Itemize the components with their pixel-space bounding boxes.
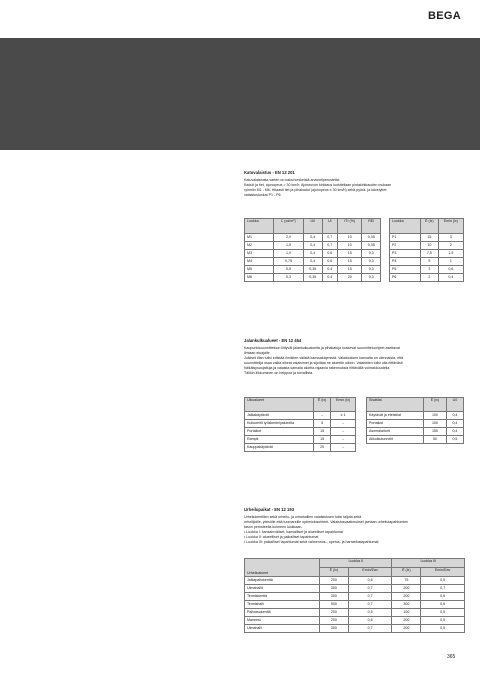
table-row [390, 258, 464, 266]
table-cell: 0,4 [322, 274, 337, 282]
table-cell: 50 [424, 436, 447, 444]
table-header: Ē (lx) [314, 398, 331, 412]
table-header: U0 [303, 219, 322, 234]
table-cell: 0,4 [438, 274, 463, 282]
table-row [245, 577, 465, 585]
table-cell: 0,7 [322, 242, 337, 250]
table-indoor-areas [366, 397, 464, 444]
paragraph-line: Kaupunkisuunnitteluun liittyvät jalankulkualueita ja pihakatuja koskevat suunnitteluohjeet asettavat [244, 346, 401, 350]
table-m-classes [244, 218, 381, 282]
table-header: REI [362, 219, 381, 234]
section-title: Urheilupaikat - EN 12 193 [244, 507, 295, 512]
table-cell: 0,4 [303, 250, 322, 258]
table-row [245, 609, 465, 617]
table-cell: 0,7 [322, 234, 337, 242]
table-cell: 0,6 [348, 617, 392, 625]
table-cell: 0,3 [362, 274, 381, 282]
table-cell: 500 [320, 601, 349, 609]
table-cell: Alikulkutunnelit [367, 436, 424, 444]
table-cell: Kulkureitit työskentelyalueella [245, 420, 314, 428]
table-cell: 0,35 [303, 274, 322, 282]
table-cell: P4 [390, 258, 421, 266]
paragraph-line: Julkiset tilan tulisi edistää ilmiisten välistä kanssakäymistä. Valaistuksen kannalta on olennaista, että [244, 356, 404, 360]
table-cell: Uimahallit [245, 585, 320, 593]
table-cell: 3 [438, 234, 463, 242]
table-header: Urheilualueet [245, 559, 320, 577]
table-group-header: Luokka II [320, 559, 392, 568]
table-cell: 15 [314, 428, 331, 436]
paragraph-line: Kaduit ja tiet, ajonopeus > 30 km/h: Ajoneuvon kirkkaus luokitellaan pintakirkkauden mukaan [244, 183, 392, 187]
table-header: Emin (lx) [438, 219, 463, 234]
table-row [367, 412, 464, 420]
table-cell: Palloasukenttä [245, 609, 320, 617]
table-header: Sisätilat [367, 398, 424, 412]
table-cell: – [331, 436, 356, 444]
table-cell: 15 [338, 258, 362, 266]
table-row [245, 274, 381, 282]
table-cell: 200 [392, 625, 421, 633]
paragraph-line: ilmiaan eluajalle. [244, 351, 271, 355]
table-header: Ē (lx) [424, 398, 447, 412]
table-cell: 0,5 [274, 266, 304, 274]
table-cell: 1,5 [438, 250, 463, 258]
table-row [390, 274, 464, 282]
table-group-header: Luokka III [392, 559, 465, 568]
table-row [245, 593, 465, 601]
table-cell: 200 [392, 585, 421, 593]
table-cell: 20 [314, 444, 331, 452]
paragraph-line: ryhmiin M1 - M6. Hitaasti tiet ja pihakadut (ajonopeus ≤ 30 km/h) sekä pyörä- ja kävelytiet: [244, 188, 388, 192]
table-cell: 7,5 [421, 250, 439, 258]
table-row [245, 258, 381, 266]
table-row [245, 617, 465, 625]
table-cell: P3 [390, 250, 421, 258]
table-cell: P6 [390, 274, 421, 282]
section-sports-venues [244, 507, 466, 545]
table-cell: 0,35 [303, 266, 322, 274]
table-sports-venues [244, 558, 465, 633]
table-cell: 0,3 [362, 258, 381, 266]
table-header: Emin/Eav [348, 568, 392, 577]
table-cell: 1 [438, 258, 463, 266]
table-row [245, 625, 465, 633]
table-outdoor-areas [244, 397, 356, 452]
table-cell: 0,4 [303, 242, 322, 250]
paragraph-line: • Luokka III: paikalliset tapahtumat sekä valmennus-, opetus- ja harrastustapahtumat [244, 540, 379, 544]
table-cell: Tenniskenttä [245, 593, 320, 601]
table-cell: P1 [390, 234, 421, 242]
table-cell: 20 [338, 274, 362, 282]
table-cell: M6 [245, 274, 274, 282]
table-cell: 0,4 [446, 420, 463, 428]
table-cell: 2,0 [274, 234, 304, 242]
table-header: Ulkoalueet [245, 398, 314, 412]
paragraph-line: häikäisysuojattuja ja valaista samalla alueita rajaavia rakennuksia riittävällä voimakkuudella. [244, 366, 391, 370]
table-cell: 0,7 [421, 585, 465, 593]
table-cell: 0,5 [446, 436, 463, 444]
table-cell: Käytävät ja eteistilat [367, 412, 424, 420]
table-cell: 200 [320, 617, 349, 625]
table-cell: 3 [421, 266, 439, 274]
table-header: fTI (%) [338, 219, 362, 234]
table-cell: 150 [424, 428, 447, 436]
paragraph-line: • Luokka I: kansainväliset, kansalliset ja alueelliset tapahtumat [244, 530, 343, 534]
table-cell: M1 [245, 234, 274, 242]
table-cell: 10 [338, 242, 362, 250]
table-cell: 0,6 [421, 601, 465, 609]
table-cell: 100 [392, 609, 421, 617]
table-cell: 0,7 [348, 601, 392, 609]
table-cell: 200 [392, 617, 421, 625]
table-cell: 0,4 [446, 428, 463, 436]
table-cell: Uimahalli [245, 625, 320, 633]
table-row [390, 234, 464, 242]
table-cell: 0,4 [303, 258, 322, 266]
table-cell: 5 [314, 420, 331, 428]
paragraph-line: • Luokka II: alueelliset ja paikalliset tapahtumat [244, 535, 319, 539]
table-cell: 0,6 [348, 577, 392, 585]
table-cell: 300 [392, 601, 421, 609]
table-cell: 5 [421, 258, 439, 266]
table-cell: 10 [338, 234, 362, 242]
table-cell: 0,6 [322, 250, 337, 258]
table-cell: – [314, 412, 331, 420]
table-cell: 300 [320, 585, 349, 593]
table-row [390, 242, 464, 250]
table-row [390, 266, 464, 274]
table-cell: M4 [245, 258, 274, 266]
table-row [367, 420, 464, 428]
bega-logo: BEGA [428, 10, 461, 22]
table-cell: 0,7 [348, 593, 392, 601]
paragraph-line: suunnittelija osaa valita oikeat valaisimet ja sijoittaa ne alueelle oikein. Valaistiien tulisi olla riittävästi [244, 361, 403, 365]
table-cell: 0,7 [348, 625, 392, 633]
table-cell: Asemalaiturit [367, 428, 424, 436]
table-cell: 15 [338, 250, 362, 258]
table-cell: 0,5 [348, 609, 392, 617]
table-cell: 100 [424, 420, 447, 428]
table-row [367, 436, 464, 444]
section-pedestrian-areas [244, 338, 466, 376]
table-cell: M3 [245, 250, 274, 258]
section-title: Jalankulkualueet - EN 12 464 [244, 338, 302, 343]
table-cell: Tennishalli [245, 601, 320, 609]
table-row [245, 242, 381, 250]
section-street-lighting [244, 170, 466, 198]
table-cell: 0,6 [421, 593, 465, 601]
table-cell: 0,4 [303, 234, 322, 242]
table-cell: – [331, 428, 356, 436]
table-row [390, 250, 464, 258]
paragraph-line: Katuvalaistusta varten on kaksi keskeistä arviointiperustetta: [244, 178, 340, 182]
table-cell: 0,5 [421, 625, 465, 633]
table-cell: – [331, 444, 356, 452]
table-cell: 0,5 [421, 609, 465, 617]
table-p-classes [389, 218, 464, 282]
table-cell: M5 [245, 266, 274, 274]
table-cell: 0,4 [446, 412, 463, 420]
table-cell: Rampit [245, 436, 314, 444]
table-cell: Portaikot [367, 420, 424, 428]
section-title: Katuvalaistus - EN 13 201 [244, 170, 295, 175]
table-header: Luokka [245, 219, 274, 234]
table-cell: Maneesi [245, 617, 320, 625]
table-cell: M2 [245, 242, 274, 250]
table-cell: 10 [421, 242, 439, 250]
paragraph-line: tason perusteella kolmeen luokkaan. [244, 525, 303, 529]
paragraph-line: Tällöin liikkuminen on helppoa ja turvallista. [244, 371, 314, 375]
table-cell: 0,35 [362, 242, 381, 250]
table-cell: 15 [421, 234, 439, 242]
table-cell: 75 [392, 577, 421, 585]
table-cell: 1,0 [274, 250, 304, 258]
table-cell: Portaikot [245, 428, 314, 436]
paragraph-line: Urheilukentillen sekä urheilu- ja uimahallien valaistuksen tulisi taijota sekä [244, 515, 362, 519]
table-row [367, 428, 464, 436]
table-cell: 15 [314, 436, 331, 444]
table-cell: 200 [320, 609, 349, 617]
table-header: Ul [322, 219, 337, 234]
table-cell: Kauppakäytävät [245, 444, 314, 452]
table-row [245, 436, 356, 444]
table-header: Ē (lx) [421, 219, 439, 234]
table-cell: 0,3 [362, 250, 381, 258]
table-row [245, 428, 356, 436]
table-cell: 0,75 [274, 258, 304, 266]
table-cell: 0,6 [322, 258, 337, 266]
table-cell: 0,5 [421, 577, 465, 585]
table-cell: – [331, 420, 356, 428]
table-cell: ≥ 1 [331, 412, 356, 420]
table-cell: 300 [320, 625, 349, 633]
table-cell: 200 [320, 577, 349, 585]
table-cell: Jalkapallokenttä [245, 577, 320, 585]
table-row [245, 585, 465, 593]
table-cell: 2 [421, 274, 439, 282]
table-cell: 2 [438, 242, 463, 250]
table-row [245, 444, 356, 452]
table-row [245, 601, 465, 609]
header-banner [0, 38, 480, 150]
table-cell: 1,5 [274, 242, 304, 250]
table-cell: 0,3 [274, 274, 304, 282]
table-row [245, 420, 356, 428]
table-cell: 0,4 [322, 266, 337, 274]
table-cell: 0,3 [362, 266, 381, 274]
table-header: L̄ (cd/m²) [274, 219, 304, 234]
paragraph-line: valaistusluokat P1 - P6. [244, 193, 282, 197]
table-cell: Jalkakäytävät [245, 412, 314, 420]
table-cell: 200 [392, 593, 421, 601]
table-cell: P2 [390, 242, 421, 250]
table-cell: 0,6 [438, 266, 463, 274]
paragraph-line: urheilijoille, yleisölle että tuomareille optimiolosuhteet. Valaistusvaatimukset jaetaan urheilutapahtumien [244, 520, 409, 524]
table-row [245, 250, 381, 258]
table-cell: 15 [338, 266, 362, 274]
table-header: U0 [446, 398, 463, 412]
table-header: Emin (lx) [331, 398, 356, 412]
table-row [245, 234, 381, 242]
table-header: Ē (lx) [320, 568, 349, 577]
table-header: Emin/Eav [421, 568, 465, 577]
table-row [245, 266, 381, 274]
table-cell: P5 [390, 266, 421, 274]
table-cell: 0,5 [421, 617, 465, 625]
table-header: Ē (lx) [392, 568, 421, 577]
table-cell: 100 [424, 412, 447, 420]
table-cell: 0,35 [362, 234, 381, 242]
table-cell: 300 [320, 593, 349, 601]
table-row [245, 412, 356, 420]
table-cell: 0,7 [348, 585, 392, 593]
table-header: Luokka [390, 219, 421, 234]
page-number: 365 [447, 654, 456, 660]
